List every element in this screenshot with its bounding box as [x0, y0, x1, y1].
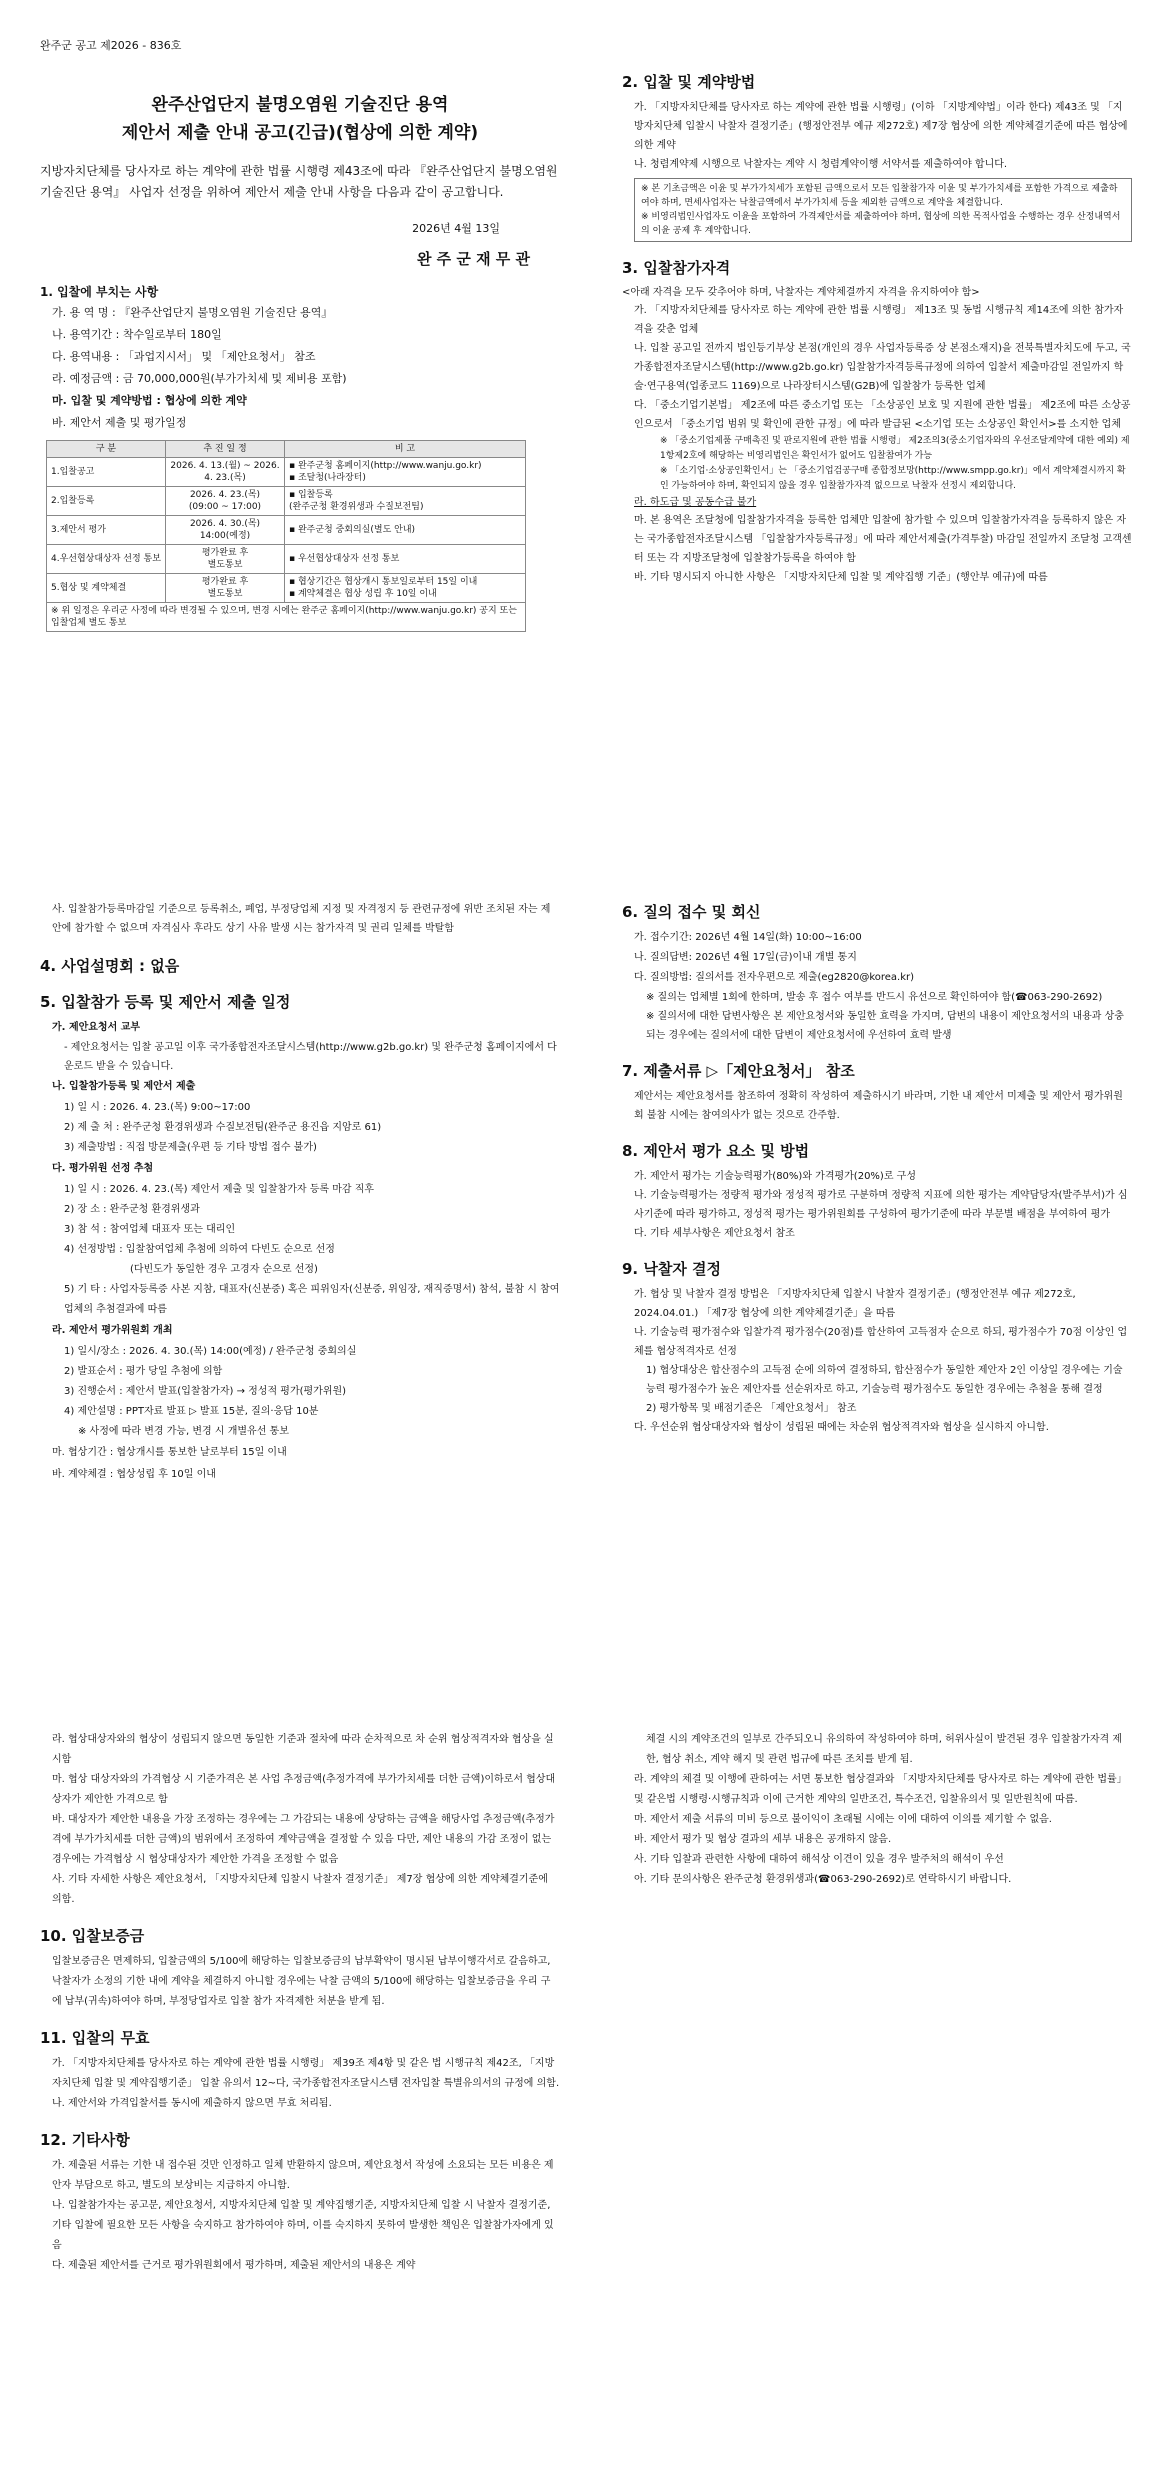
s11-item-b: 나. 제안서와 가격입찰서를 동시에 제출하지 않으면 무효 처리됨. [52, 2098, 332, 2109]
s8-item-b: 나. 기술능력평가는 정량적 평가와 정성적 평가로 구분하며 정량적 지표에 의한 평가는 계약담당자(발주부서)가 심사기준에 따라 평가하고, 정성적 평가는 평가위원회를 구성하여 평가기준에 따라 부문별 배점을 부여하여 평가 [634, 1190, 1128, 1220]
table-cell: 평가완료 후 별도통보 [166, 545, 285, 574]
s9-item-b2: 2) 평가항목 및 배점기준은 「제안요청서」 참조 [646, 1403, 857, 1414]
s3-item-d: 라. 하도급 및 공동수급 불가 [634, 497, 757, 508]
s8-item-a: 가. 제안서 평가는 기술능력평가(80%)와 가격평가(20%)로 구성 [634, 1171, 916, 1182]
s12-item-a2: 아. 기타 문의사항은 완주군청 환경위생과(☎063-290-2692)로 연락하시기 바랍니다. [634, 1874, 1012, 1885]
schedule-table [46, 440, 526, 632]
section-3-title: 3. 입찰참가자격 [622, 259, 731, 277]
s1-item-schedule: 바. 제안서 제출 및 평가일정 [52, 416, 187, 429]
table-cell: 평가완료 후 별도통보 [166, 574, 285, 603]
page-1 [0, 30, 1168, 820]
s5-c-date: 1) 일 시 : 2026. 4. 23.(목) 제안서 제출 및 입찰참가자 등록 마감 직후 [64, 1184, 375, 1195]
s5-d-note: ※ 사정에 따라 변경 가능, 변경 시 개별유선 통보 [78, 1426, 289, 1437]
s7-text: 제안서는 제안요청서를 참조하여 정확히 작성하여 제출하시기 바라며, 기한 내 제안서 미제출 및 제안서 평가위원회 불참 시에는 참여의사가 없는 것으로 간주함. [634, 1091, 1123, 1121]
table-cell: ▪ 완주군청 홈페이지(http://www.wanju.go.kr) ▪ 조달청(나라장터) [285, 458, 526, 487]
s2-item-a: 가. 「지방자치단체를 당사자로 하는 계약에 관한 법률 시행령」(이하 「지방계약법」이라 한다) 제43조 및 「지방자치단체 입찰시 낙찰자 결정기준」(행정안전부 예규 제272호) 제7장 협상에 의한 계약체결기준에 따른 협상에 의한 계약 [634, 102, 1128, 151]
s6-item-a: 가. 접수기간: 2026년 4월 14일(화) 10:00~16:00 [634, 932, 862, 943]
s3-lead: <아래 자격을 모두 갖추어야 하며, 낙찰자는 계약체결까지 자격을 유지하여야 함> [622, 287, 980, 298]
section-9-title: 9. 낙찰자 결정 [622, 1260, 722, 1278]
s5-item-f: 바. 계약체결 : 협상성립 후 10일 이내 [52, 1469, 216, 1480]
section-11-title: 11. 입찰의 무효 [40, 2029, 150, 2047]
s5-item-a1: - 제안요청서는 입찰 공고일 이후 국가종합전자조달시스템(http://www.g2b.go.kr) 및 완주군청 홈페이지에서 다운로드 받을 수 있습니다. [64, 1042, 557, 1072]
s12-item-c-cont: 체결 시의 계약조건의 일부로 간주되오니 유의하여 작성하여야 하며, 허위사실이 발견된 경우 입찰참가자격 제한, 협상 취소, 계약 해지 및 관련 법규에 따른 조치를 받게 됨. [646, 1734, 1123, 1765]
s5-b-place: 2) 제 출 처 : 완주군청 환경위생과 수질보전팀(완주군 용진읍 지암로 61) [64, 1122, 382, 1133]
table-cell: 5.협상 및 계약체결 [47, 574, 166, 603]
s2-note-2: ※ 비영리법인사업자도 이윤을 포함하여 가격제안서를 제출하여야 하며, 협상에 의한 목적사업을 수행하는 경우 산정내역서의 이윤 공제 후 계약합니다. [641, 212, 1121, 236]
table-cell: ▪ 입찰등록 (완주군청 환경위생과 수질보전팀) [285, 487, 526, 516]
s8-item-c: 다. 기타 세부사항은 제안요청서 참조 [634, 1228, 795, 1239]
s6-item-c: 다. 질의방법: 질의서를 전자우편으로 제출(eg2820@korea.kr) [634, 972, 915, 983]
s9-item-b: 나. 기술능력 평가점수와 입찰가격 평가점수(20점)를 합산하여 고득점자 순으로 하되, 평가점수가 70점 이상인 업체를 협상적격자로 선정 [634, 1327, 1128, 1357]
table-header-cell: 추 진 일 정 [166, 441, 285, 458]
section-7-title: 7. 제출서류 ▷「제안요청서」 참조 [622, 1062, 855, 1080]
s5-item-d: 라. 제안서 평가위원회 개최 [52, 1325, 173, 1336]
s3-item-c: 다. 「중소기업기본법」 제2조에 따른 중소기업 또는 「소상공인 보호 및 지원에 관한 법률」 제2조에 따른 소상공인으로서 「중소기업 범위 및 확인에 관한 규정」에 따라 발급된 <소기업 또는 소상공인 확인서>를 소지한 업체 [634, 400, 1131, 430]
table-cell: 2.입찰등록 [47, 487, 166, 516]
table-cell: ▪ 우선협상대상자 선정 통보 [285, 545, 526, 574]
page-2-right-column [622, 900, 1132, 1437]
s5-c-attend: 3) 참 석 : 참여업체 대표자 또는 대리인 [64, 1224, 236, 1235]
schedule-table-header [47, 441, 526, 458]
table-cell: ▪ 협상기간은 협상개시 통보일로부터 15일 이내 ▪ 계약체결은 협상 성립 후 10일 이내 [285, 574, 526, 603]
s5-item-a: 가. 제안요청서 교부 [52, 1022, 141, 1033]
intro-paragraph: 지방자치단체를 당사자로 하는 계약에 관한 법률 시행령 제43조에 따라 『완주산업단지 불명오염원 기술진단 용역』 사업자 선정을 위하여 제안서 제출 안내 사항을 다음과 같이 공고합니다. [40, 164, 558, 199]
s5-c-place: 2) 장 소 : 완주군청 환경위생과 [64, 1204, 200, 1215]
s5-d-order: 2) 발표순서 : 평가 당일 추첨에 의함 [64, 1366, 223, 1377]
p3-item-ba: 바. 대상자가 제안한 내용을 가장 조정하는 경우에는 그 가감되는 내용에 상당하는 금액을 해당사업 추정금액(추정가격에 부가가치세를 더한 금액)의 범위에서 조정하여 계약금액을 결정할 수 있음 다만, 제안 내용의 가감 조정이 없는 경우에는 가격협상 시 협상대상자가 제안한 가격을 조정할 수 없음 [52, 1814, 555, 1865]
section-10-title: 10. 입찰보증금 [40, 1927, 145, 1945]
s5-item-e: 마. 협상기간 : 협상개시를 통보한 날로부터 15일 이내 [52, 1447, 287, 1458]
s12-item-ba: 바. 제안서 평가 및 협상 결과의 세부 내용은 공개하지 않음. [634, 1834, 892, 1845]
section-6-title: 6. 질의 접수 및 회신 [622, 903, 761, 921]
s9-item-a: 가. 협상 및 낙찰자 결정 방법은 「지방자치단체 입찰시 낙찰자 결정기준」(행정안전부 예규 제272호, 2024.04.01.) 「제7장 협상에 의한 계약체결기준」을 따름 [634, 1289, 1076, 1319]
s12-item-c: 다. 제출된 제안서를 근거로 평가위원회에서 평가하며, 제출된 제안서의 내용은 계약 [52, 2260, 416, 2271]
p3-item-ma: 마. 협상 대상자와의 가격협상 시 기준가격은 본 사업 추정금액(추정가격에 부가가치세를 더한 금액)이하로서 협상대상자가 제안한 가격으로 함 [52, 1774, 556, 1805]
s1-item-service-name: 가. 용 역 명 : 『완주산업단지 불명오염원 기술진단 용역』 [52, 306, 333, 319]
s5-d-process: 3) 진행순서 : 제안서 발표(입찰참가자) → 정성적 평가(평가위원) [64, 1386, 347, 1397]
s5-b-method: 3) 제출방법 : 직접 방문제출(우편 등 기타 방법 접수 불가) [64, 1142, 317, 1153]
page-2-left-column [40, 900, 560, 1486]
s5-item-b: 나. 입찰참가등록 및 제안서 제출 [52, 1081, 196, 1092]
s5-c-select: 4) 선정방법 : 입찰참여업체 추첨에 의하여 다빈도 순으로 선정 [64, 1244, 335, 1255]
s12-item-ma: 마. 제안서 제출 서류의 미비 등으로 불이익이 초래될 시에는 이에 대하여 이의를 제기할 수 없음. [634, 1814, 1052, 1825]
s5-b-date: 1) 일 시 : 2026. 4. 23.(목) 9:00~17:00 [64, 1102, 251, 1113]
s9-item-c: 다. 우선순위 협상대상자와 협상이 성립된 때에는 차순위 협상적격자와 협상을 실시하지 아니함. [634, 1422, 1049, 1433]
s10-text: 입찰보증금은 면제하되, 입찰금액의 5/100에 해당하는 입찰보증금의 납부확약이 명시된 납부이행각서로 갈음하고, 낙찰자가 소정의 기한 내에 계약을 체결하지 아니할 경우에는 낙찰 금액의 5/100에 해당하는 입찰보증금을 우리 구에 납부(귀속)하여야 하며, 부정당업자로 입찰 참가 자격제한 처분을 받게 됨. [52, 1956, 551, 2007]
s5-d-presentation: 4) 제안설명 : PPT자료 발표 ▷ 발표 15분, 질의·응답 10분 [64, 1406, 319, 1417]
table-header-cell: 구 분 [47, 441, 166, 458]
s1-item-budget: 라. 예정금액 : 금 70,000,000원(부가가치세 및 제비용 포함) [52, 372, 347, 385]
page-3-right-column [622, 1730, 1132, 1890]
s5-c-etc: 5) 기 타 : 사업자등록증 사본 지참, 대표자(신분증) 혹은 피위임자(신분증, 위임장, 재직증명서) 참석, 불참 시 참여업체의 추첨결과에 따름 [64, 1284, 560, 1315]
table-cell: 2026. 4. 23.(목) (09:00 ~ 17:00) [166, 487, 285, 516]
s3-item-g: 사. 입찰참가등록마감일 기준으로 등록취소, 폐업, 부정당업체 지정 및 자격정지 등 관련규정에 위반 조치된 자는 제안에 참가할 수 없으며 자격심사 후라도 상기 사유 발생 시는 참가자격 및 권리 일체를 박탈함 [52, 904, 551, 934]
s1-item-contents: 다. 용역내용 : 「과업지시서」 및 「제안요청서」 참조 [52, 350, 316, 363]
table-row [47, 574, 526, 603]
page-1-left-column [40, 30, 560, 632]
s3-item-f: 바. 기타 명시되지 아니한 사항은 「지방자치단체 입찰 및 계약집행 기준」(행안부 예규)에 따름 [634, 572, 1048, 583]
s11-item-a: 가. 「지방자치단체를 당사자로 하는 계약에 관한 법률 시행령」 제39조 제4항 및 같은 법 시행규칙 제42조, 「지방자치단체 입찰 및 계약집행기준」 입찰 유의서 12~다, 국가종합전자조달시스템 전자입찰 특별유의서의 규정에 의함. [52, 2058, 560, 2089]
s12-item-a: 가. 제출된 서류는 기한 내 접수된 것만 인정하고 일체 반환하지 않으며, 제안요청서 작성에 소요되는 모든 비용은 제안자 부담으로 하고, 별도의 보상비는 지급하지 아니함. [52, 2160, 554, 2191]
table-cell: 2026. 4. 30.(목) 14:00(예정) [166, 516, 285, 545]
s3-note-1: ※ 「중소기업제품 구매촉진 및 판로지원에 관한 법률 시행령」 제2조의3(중소기업자와의 우선조달계약에 대한 예외) 제1항제2호에 해당하는 비영리법인은 확인서가 없어도 입찰참여가 가능 [660, 436, 1130, 461]
table-row [47, 545, 526, 574]
s12-item-sa: 사. 기타 입찰과 관련한 사항에 대하여 해석상 이견이 있을 경우 발주처의 해석이 우선 [634, 1854, 1004, 1865]
s3-item-e: 마. 본 용역은 조달청에 입찰참가자격을 등록한 업체만 입찰에 참가할 수 있으며 입찰참가자격을 등록하지 않은 자는 국가종합전자조달시스템 「입찰참가자등록규정」에 따라 제안서제출(가격투찰) 마감일 전일까지 조달청 고객센터 또는 각 지방조달청에 입찰참가등록을 하여야 함 [634, 515, 1132, 564]
s6-note-2: ※ 질의서에 대한 답변사항은 본 제안요청서와 동일한 효력을 가지며, 답변의 내용이 제안요청서의 내용과 상충되는 경우에는 질의서에 대한 답변이 제안요청서에 우선하여 효력 발생 [646, 1011, 1124, 1041]
s2-item-b: 나. 청렴계약제 시행으로 낙찰자는 계약 시 청렴계약이행 서약서를 제출하여야 합니다. [634, 159, 1008, 170]
table-header-cell: 비 고 [285, 441, 526, 458]
table-cell: 2026. 4. 13.(월) ~ 2026. 4. 23.(목) [166, 458, 285, 487]
table-row [47, 603, 526, 632]
table-note: ※ 위 일정은 우리군 사정에 따라 변경될 수 있으며, 변경 시에는 완주군 홈페이지(http://www.wanju.go.kr) 공지 또는 입찰업체 별도 통보 [47, 603, 526, 632]
section-2-title: 2. 입찰 및 계약방법 [622, 73, 756, 91]
s3-item-b: 나. 입찰 공고일 전까지 법인등기부상 본점(개인의 경우 사업자등록증 상 본점소재지)을 전북특별자치도에 두고, 국가종합전자조달시스템(http://www.g2b.go.kr) 입찰참가자격등록규정에 의하여 입찰서 제출마감일 전일까지 학술·연구용역(업종코드 1169)으로 나라장터시스템(G2B)에 입찰참가 등록한 업체 [634, 343, 1131, 392]
notice-date: 2026년 4월 13일 [412, 222, 500, 235]
issuer: 완 주 군 재 무 관 [416, 250, 530, 268]
s6-note-1: ※ 질의는 업체별 1회에 한하며, 발송 후 접수 여부를 반드시 유선으로 확인하여야 함(☎063-290-2692) [646, 992, 1103, 1003]
section-1-title: 1. 입찰에 부치는 사항 [40, 285, 159, 299]
page-1-right-column [622, 30, 1132, 587]
s5-item-c: 다. 평가위원 선정 추첨 [52, 1163, 154, 1174]
table-cell: 4.우선협상대상자 선정 통보 [47, 545, 166, 574]
section-12-title: 12. 기타사항 [40, 2131, 130, 2149]
p3-item-ra: 라. 협상대상자와의 협상이 성립되지 않으면 동일한 기준과 절차에 따라 순차적으로 차 순위 협상적격자와 협상을 실시함 [52, 1734, 554, 1765]
table-cell: ▪ 완주군청 중회의실(별도 안내) [285, 516, 526, 545]
section-5-title: 5. 입찰참가 등록 및 제안서 제출 일정 [40, 993, 291, 1011]
notice-number: 완주군 공고 제2026 - 836호 [40, 39, 182, 52]
notice-title-line1: 완주산업단지 불명오염원 기술진단 용역 [151, 95, 449, 115]
page-2 [0, 900, 1168, 1700]
s9-item-b1: 1) 협상대상은 합산점수의 고득점 순에 의하여 결정하되, 합산점수가 동일한 제안자 2인 이상일 경우에는 기술능력 평가점수가 높은 제안자를 선순위자로 하고, 기술능력 평가점수도 동일한 경우에는 추첨을 통해 결정 [646, 1365, 1123, 1395]
s1-item-period: 나. 용역기간 : 착수일로부터 180일 [52, 328, 222, 341]
p3-item-sa: 사. 기타 자세한 사항은 제안요청서, 「지방자치단체 입찰시 낙찰자 결정기준」 제7장 협상에 의한 계약체결기준에 의함. [52, 1874, 548, 1905]
section-8-title: 8. 제안서 평가 요소 및 방법 [622, 1142, 810, 1160]
s1-item-method: 마. 입찰 및 계약방법 : 협상에 의한 계약 [52, 394, 247, 407]
s3-item-a: 가. 「지방자치단체를 당사자로 하는 계약에 관한 법률 시행령」 제13조 및 동법 시행규칙 제14조에 의한 참가자격을 갖춘 업체 [634, 305, 1124, 335]
s6-item-b: 나. 질의답변: 2026년 4월 17일(금)이내 개별 통지 [634, 952, 857, 963]
table-row [47, 487, 526, 516]
page-3-left-column [40, 1730, 560, 2276]
page-3 [0, 1730, 1168, 2470]
table-cell: 3.제안서 평가 [47, 516, 166, 545]
s5-c-select-note: (다빈도가 동일한 경우 고경자 순으로 선정) [130, 1264, 318, 1275]
s12-item-ra: 라. 계약의 체결 및 이행에 관하여는 서면 통보한 협상결과와 「지방자치단체를 당사자로 하는 계약에 관한 법률」 및 같은법 시행령·시행규칙과 이에 근거한 계약의 일반조건, 특수조건, 입찰유의서 및 일반원칙에 따름. [634, 1774, 1127, 1805]
s12-item-b: 나. 입찰참가자는 공고문, 제안요청서, 지방자치단체 입찰 및 계약집행기준, 지방자치단체 입찰 시 낙찰자 결정기준, 기타 입찰에 필요한 모든 사항을 숙지하고 참가하여야 하며, 이를 숙지하지 못하여 발생한 책임은 입찰참가자에게 있음 [52, 2200, 554, 2251]
s2-note-box [634, 178, 1132, 242]
section-4-title: 4. 사업설명회 : 없음 [40, 957, 180, 975]
s3-note-2: ※ 「소기업·소상공인확인서」는 「중소기업검공구매 종합정보망(http://www.smpp.go.kr)」에서 계약체결시까지 확인 가능하여야 하며, 확인되지 않을 경우 입찰참가자격 없으므로 낙찰자 선정시 제외합니다. [660, 466, 1126, 491]
s5-d-date: 1) 일시/장소 : 2026. 4. 30.(목) 14:00(예정) / 완주군청 중회의실 [64, 1346, 357, 1357]
s2-note-1: ※ 본 기초금액은 이윤 및 부가가치세가 포함된 금액으로서 모든 입찰참가자 이윤 및 부가가치세를 포함한 가격으로 제출하여야 하며, 면세사업자는 낙찰금액에서 부가가치세 등을 제외한 금액으로 계약을 체결합니다. [641, 184, 1118, 208]
table-row [47, 516, 526, 545]
table-row [47, 458, 526, 487]
table-cell: 1.입찰공고 [47, 458, 166, 487]
notice-title-line2: 제안서 제출 안내 공고(긴급)(협상에 의한 계약) [121, 123, 479, 143]
